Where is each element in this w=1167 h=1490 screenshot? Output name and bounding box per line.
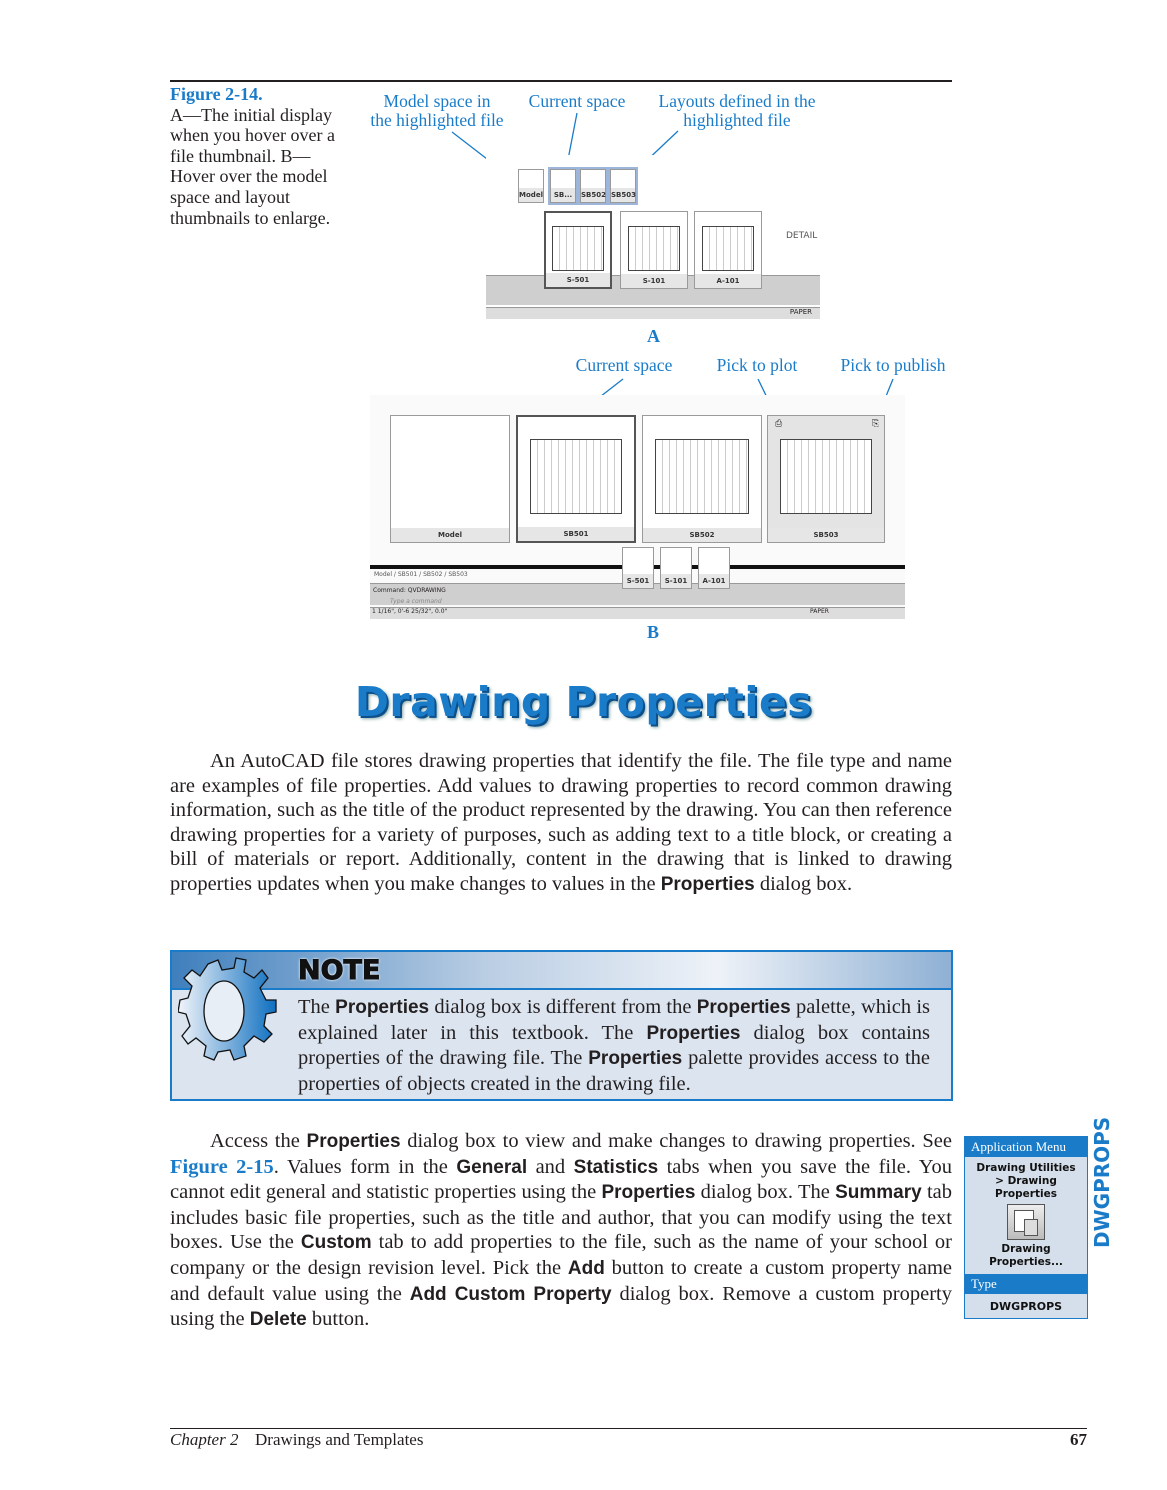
- thumb-label: Model: [391, 528, 509, 542]
- note-box: [170, 950, 953, 1101]
- bold-term: Custom: [300, 1232, 372, 1254]
- note-title: NOTE: [298, 955, 381, 986]
- coordinates: 1 1/16", 0'-6 25/32", 0.0": [372, 608, 448, 615]
- tab-model[interactable]: Model: [374, 571, 393, 578]
- gear-icon: [178, 956, 278, 1066]
- layout-tabs: Model / SB501 / SB502 / SB503: [374, 571, 468, 578]
- file-label: S-101: [661, 574, 691, 588]
- publish-icon[interactable]: ⎘: [872, 419, 880, 429]
- layout-thumb-model[interactable]: [390, 415, 510, 543]
- callout-line: Model space in: [383, 91, 491, 111]
- file-label: S-101: [621, 274, 687, 288]
- text-run: and: [527, 1155, 574, 1178]
- text-run: dialog box.: [754, 872, 853, 895]
- callout-current-space-a: Current space: [528, 91, 626, 111]
- sidebar-header-app-menu: Application Menu: [965, 1137, 1087, 1157]
- bold-term: Properties: [588, 1048, 683, 1070]
- tab-sb501[interactable]: SB501: [397, 571, 418, 578]
- text-run: palette, which is explained later in this textbook. The: [298, 996, 930, 1044]
- bold-term: Properties: [696, 997, 791, 1018]
- status-bar: [486, 307, 820, 319]
- text-run: button.: [306, 1308, 370, 1331]
- icon-label-2: Properties...: [989, 1256, 1063, 1268]
- bold-term: Properties: [601, 1182, 696, 1204]
- command-line: Command: QVDRAWING: [370, 583, 905, 605]
- icon-label-1: Drawing: [1001, 1243, 1051, 1255]
- bold-term: Add: [567, 1257, 605, 1279]
- text-run: The: [298, 996, 336, 1018]
- menu-path-3: Properties: [995, 1188, 1057, 1200]
- text-run: dialog box contains properties of the drawing file. The: [298, 1021, 930, 1070]
- menu-path-1: Drawing Utilities: [976, 1162, 1076, 1174]
- footer-chapter: Chapter 2: [170, 1430, 239, 1449]
- command-input[interactable]: Type a command: [390, 598, 442, 605]
- bold-term: Delete: [249, 1309, 307, 1331]
- screenshot-a: [486, 155, 820, 319]
- file-label: A-101: [695, 274, 761, 288]
- bold-term: Statistics: [573, 1156, 659, 1178]
- drawing-properties-icon[interactable]: [1007, 1204, 1045, 1240]
- callout-line: highlighted file: [683, 110, 791, 130]
- file-thumb-a101[interactable]: [694, 211, 762, 289]
- layout-thumb-sb501[interactable]: [516, 415, 636, 543]
- bold-term: Summary: [835, 1182, 922, 1204]
- text-run: An AutoCAD file stores drawing properties that identify the file. The file type and name are examples of file properties. Add values to drawing properties to record common drawing information, such as the title of the product represented by the drawing. You can then reference drawing properties for a variety of purposes, such as adding text to a title block, or creating a bill of materials or report. Additionally, content in the drawing that is linked to drawing properties updates when you make changes to values in the: [170, 750, 952, 895]
- command-sidebar: [964, 1136, 1088, 1319]
- bold-term: General: [456, 1156, 528, 1178]
- footer-rule: [170, 1428, 1087, 1429]
- text-run: dialog box. The: [695, 1181, 836, 1204]
- tab-label: SB...: [551, 188, 575, 202]
- paragraph-1: [170, 749, 952, 898]
- bold-term: Add Custom Property: [409, 1283, 612, 1305]
- layout-tab-thumb[interactable]: [550, 169, 576, 203]
- plot-icon[interactable]: ⎙: [775, 419, 783, 429]
- vertical-command-label: DWGPROPS: [1090, 1116, 1114, 1248]
- sidebar-header-type: Type: [965, 1274, 1087, 1294]
- text-run: dialog box. Remove a custom property using the: [170, 1282, 952, 1331]
- layout-thumb-sb502[interactable]: [642, 415, 762, 543]
- tab-label: Model: [519, 188, 543, 202]
- callout-line: Layouts defined in the: [658, 91, 816, 111]
- note-text: [298, 995, 930, 1096]
- text-run: dialog box to view and make changes to drawing properties. See: [400, 1130, 952, 1152]
- paper-label[interactable]: PAPER: [789, 308, 812, 316]
- file-label: A-101: [699, 574, 729, 588]
- bold-term: Properties: [660, 873, 755, 895]
- file-label: S-501: [623, 574, 653, 588]
- callout-pick-to-plot: Pick to plot: [716, 355, 798, 375]
- figure-number: Figure 2-14.: [170, 84, 263, 104]
- text-run: . Values form in the: [273, 1155, 457, 1178]
- tab-label: SB502: [581, 188, 605, 202]
- detail-label: DETAIL: [786, 231, 818, 241]
- callout-current-space-b: Current space: [575, 355, 673, 375]
- bold-term: Properties: [306, 1131, 401, 1152]
- file-label: S-501: [546, 273, 610, 287]
- tab-label: SB503: [611, 188, 635, 202]
- typed-command: DWGPROPS: [989, 1300, 1063, 1313]
- layout-thumb-sb503[interactable]: [767, 415, 885, 543]
- text-run: tab to add properties to the file, such as the name of your school or company or the design revision level. Pick the: [170, 1231, 952, 1279]
- footer-title: Drawings and Templates: [255, 1430, 424, 1449]
- page-number: 67: [1070, 1430, 1087, 1449]
- tab-sb503[interactable]: SB503: [448, 571, 468, 578]
- figure-caption-text: A—The initial display when you hover over a file thumbnail. B—Hover over the model space and layout thumbnails to enlarge.: [170, 104, 335, 228]
- text-run: button to create a custom property name and default value using the: [170, 1256, 952, 1305]
- text-run: tab includes basic file properties, such as the title and author, that you can modify using the text boxes. Use the: [170, 1181, 952, 1254]
- bold-term: Properties: [335, 997, 430, 1018]
- file-thumb-s501[interactable]: [622, 547, 654, 589]
- file-thumb-s501[interactable]: [544, 211, 612, 289]
- file-thumb-s101[interactable]: [660, 547, 692, 589]
- text-run: dialog box is different from the: [429, 996, 697, 1018]
- section-heading: Drawing Properties: [354, 678, 813, 726]
- callout-line: the highlighted file: [370, 110, 504, 130]
- file-thumb-s101[interactable]: [620, 211, 688, 289]
- figure-letter-b: B: [647, 622, 660, 642]
- menu-path-2: > Drawing: [995, 1175, 1057, 1187]
- figure-letter-a: A: [647, 326, 660, 346]
- text-run: tabs when you save the file. You cannot edit general and statistic properties using the: [170, 1155, 952, 1204]
- file-thumb-a101[interactable]: [698, 547, 730, 589]
- paper-label[interactable]: PAPER: [810, 608, 829, 615]
- text-run: Access the: [210, 1130, 307, 1152]
- paragraph-2: [170, 1129, 952, 1333]
- screenshot-b: [370, 395, 905, 619]
- thumb-label: SB502: [643, 528, 761, 542]
- layout-tab-thumb[interactable]: [580, 169, 606, 203]
- note-header: [172, 952, 951, 990]
- figure-reference-link[interactable]: Figure 2-15: [170, 1155, 274, 1178]
- bold-term: Properties: [646, 1022, 741, 1044]
- thumb-label: SB503: [768, 528, 884, 542]
- tab-sb502[interactable]: SB502: [423, 571, 443, 578]
- text-run: palette provides access to the properties of objects created in the drawing file.: [298, 1047, 930, 1095]
- model-tab-thumb[interactable]: [518, 169, 544, 203]
- layout-tab-thumb[interactable]: [610, 169, 636, 203]
- callout-pick-to-publish: Pick to publish: [840, 355, 946, 375]
- thumb-label: SB501: [518, 527, 634, 541]
